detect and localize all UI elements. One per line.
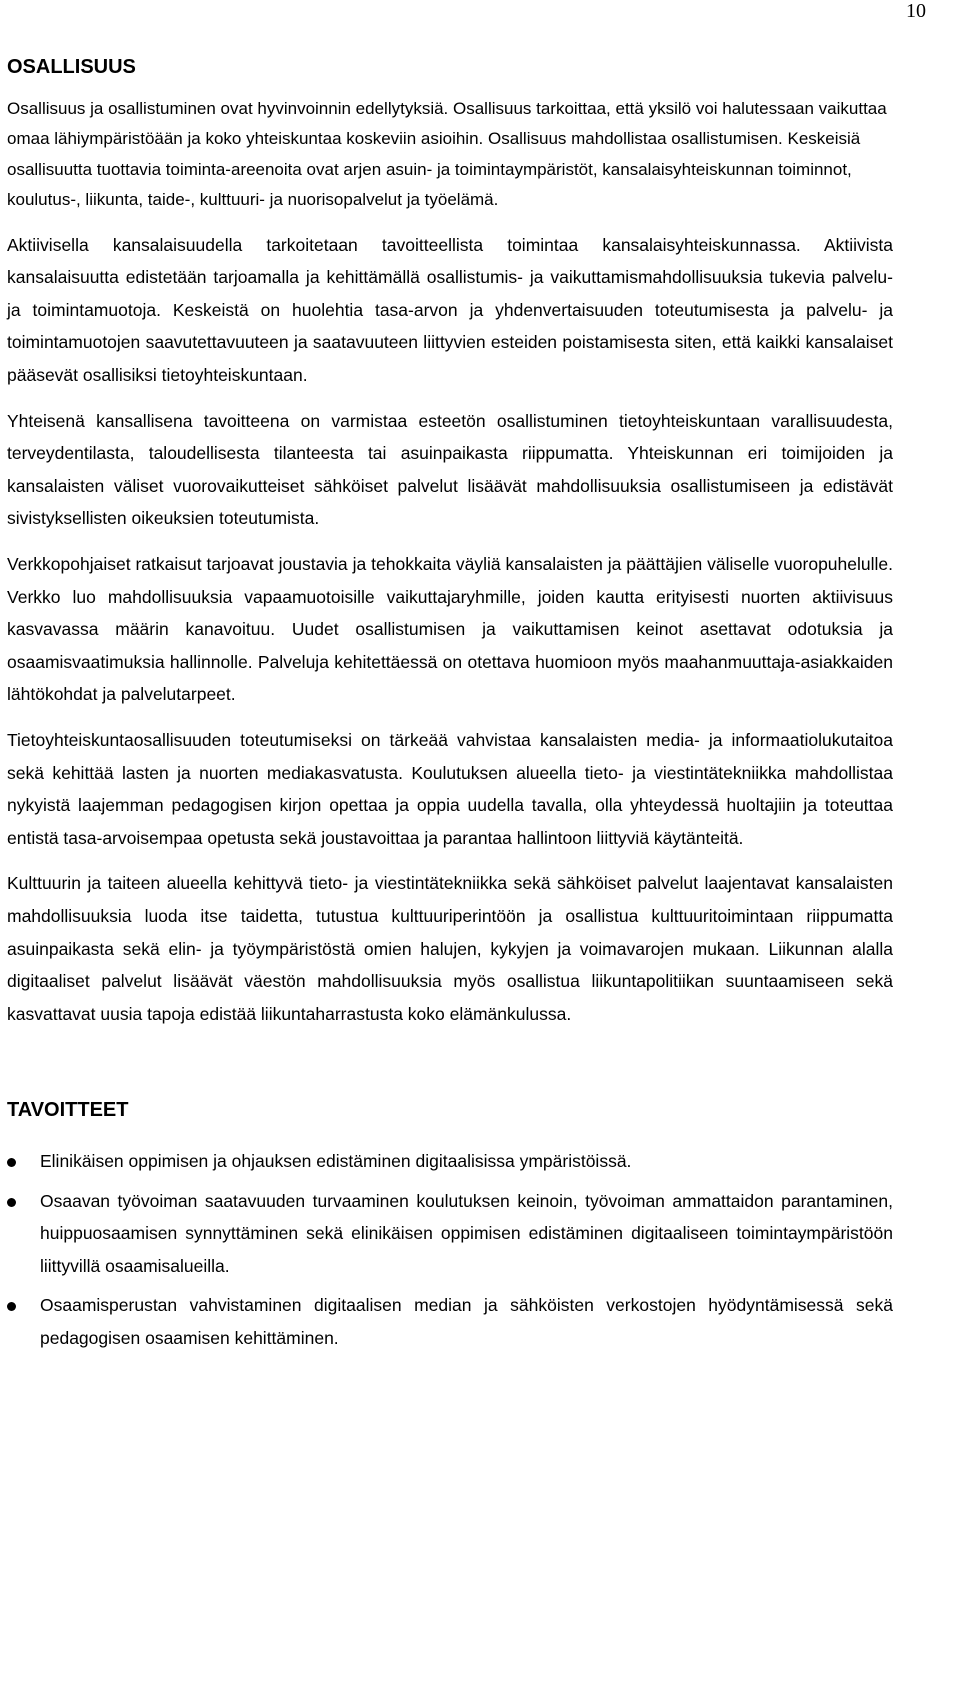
bullet-icon [7,1198,16,1207]
goals-list [7,1145,893,1354]
list-item-text: Osaavan työvoiman saatavuuden turvaaminen koulutuksen keinoin, työvoiman ammattaidon parantaminen, huippuosaamisen synnyttäminen sekä elinikäisen oppimisen edistäminen digitaaliseen toimintaympäristöön liittyvillä osaamisalueilla. [40,1190,893,1276]
section-osallisuus [7,52,893,1030]
paragraph: Osallisuus ja osallistuminen ovat hyvinvoinnin edellytyksiä. Osallisuus tarkoittaa, että yksilö voi halutessaan vaikuttaa omaa lähiympäristöään ja koko yhteiskuntaa koskeviin asioihin. Osallisuus mahdollistaa osallistumisen. Keskeisiä osallisuutta tuottavia toiminta-areenoita ovat arjen asuin- ja toimintaympäristöt, kansalaisyhteiskunnan toiminnot, koulutus-, liikunta, taide-, kulttuuri- ja nuorisopalvelut ja työelämä. [7,99,887,210]
page-number: 10 [906,0,926,22]
list-item-text: Elinikäisen oppimisen ja ohjauksen edistäminen digitaalisissa ympäristöissä. [40,1151,632,1172]
paragraph: Yhteisenä kansallisena tavoitteena on varmistaa esteetön osallistuminen tietoyhteiskuntaan varallisuudesta, terveydentilasta, taloudellisesta tilanteesta tai asuinpaikasta riippumatta. Yhteiskunnan eri toimijoiden ja kansalaisten väliset vuorovaikutteiset sähköiset palvelut lisäävät mahdollisuuksia osallistumiseen ja edistävät sivistyksellisten oikeuksien toteutumista. [7,410,893,529]
paragraph: Aktiivisella kansalaisuudella tarkoitetaan tavoitteellista toimintaa kansalaisyhteiskunnassa. Aktiivista kansalaisuutta edistetään tarjoamalla ja kehittämällä osallistumis- ja vaikuttamismahdollisuuksia tukevia palvelu- ja toimintamuotoja. Keskeistä on huolehtia tasa-arvon ja yhdenvertaisuuden toteutumisesta ja palvelu- ja toimintamuotojen saavutettavuuteen ja saatavuuteen liittyvien esteiden poistamisesta siten, että kaikki kansalaiset pääsevät osallisiksi tietoyhteiskuntaan. [7,234,893,385]
paragraph: Verkkopohjaiset ratkaisut tarjoavat joustavia ja tehokkaita väyliä kansalaisten ja päättäjien väliselle vuoropuhelulle. Verkko luo mahdollisuuksia vapaamuotoisille vaikuttajaryhmille, joiden kautta erityisesti nuorten aktiivisuus kasvavassa määrin kanavoituu. Uudet osallistumisen ja vaikuttamisen keinot asettavat odotuksia ja osaamisvaatimuksia hallinnolle. Palveluja kehitettäessä on otettava huomioon myös maahanmuuttaja-asiakkaiden lähtökohdat ja palvelutarpeet. [7,553,893,705]
section-tavoitteet [7,1095,893,1354]
list-item [7,1145,893,1178]
list-item-text: Osaamisperustan vahvistaminen digitaalisen median ja sähköisten verkostojen hyödyntämisessä sekä pedagogisen osaamisen kehittäminen. [40,1295,893,1348]
paragraph: Tietoyhteiskuntaosallisuuden toteutumiseksi on tärkeää vahvistaa kansalaisten media- ja informaatiolukutaitoa sekä kehittää lasten ja nuorten mediakasvatusta. Koulutuksen alueella tieto- ja viestintätekniikka mahdollistaa nykyistä laajemman pedagogisen kirjon opettaa ja oppia uudella tavalla, olla yhteydessä huoltajiin ja toteuttaa entistä tasa-arvoisempaa opetusta sekä joustavoittaa ja parantaa hallintoon liittyviä käytänteitä. [7,729,893,848]
list-item [7,1185,893,1283]
bullet-icon [7,1302,16,1311]
document-body [7,52,893,1361]
section-heading: TAVOITTEET [7,1099,129,1122]
paragraph: Kulttuurin ja taiteen alueella kehittyvä tieto- ja viestintätekniikka sekä sähköiset palvelut laajentavat kansalaisten mahdollisuuksia luoda itse taidetta, tutustua kulttuuriperintöön ja osallistua kulttuuritoimintaan riippumatta asuinpaikasta sekä elin- ja työympäristöstä omien halujen, kykyjen ja voimavarojen mukaan. Liikunnan alalla digitaaliset palvelut lisäävät väestön mahdollisuuksia myös osallistua liikuntapolitiikan suuntaamiseen sekä kasvattavat uusia tapoja edistää liikuntaharrastusta koko elämänkulussa. [7,873,893,1024]
section-heading: OSALLISUUS [7,56,136,78]
list-item [7,1289,893,1354]
bullet-icon [7,1158,16,1167]
